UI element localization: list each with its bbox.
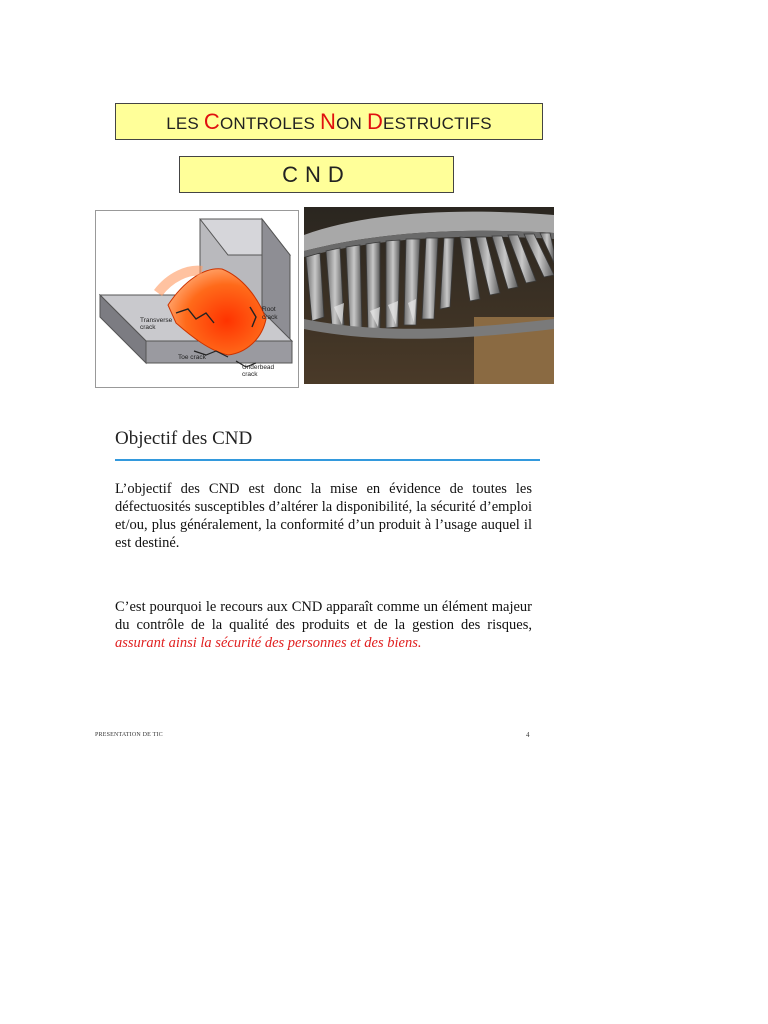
title-part: D bbox=[366, 108, 384, 134]
damaged-turbine-photo bbox=[304, 207, 554, 384]
subtitle-banner bbox=[179, 156, 454, 193]
section-title: Objectif des CND bbox=[115, 428, 253, 449]
importance-paragraph-text: C’est pourquoi le recours aux CND apparaît comme un élément majeur du contrôle de la qualité des produits et de la gestion des risques, bbox=[115, 599, 532, 633]
label-underbead-2: crack bbox=[242, 371, 258, 378]
title-part: ESTRUCTIFS bbox=[383, 113, 492, 133]
page-number: 4 bbox=[526, 731, 530, 739]
title-part: C bbox=[203, 108, 220, 134]
label-transverse-2: crack bbox=[140, 324, 156, 331]
label-root-2: crack bbox=[262, 314, 278, 321]
title-part: N bbox=[320, 108, 337, 134]
label-toe: Toe crack bbox=[178, 354, 206, 361]
label-transverse-1: Transverse bbox=[140, 317, 173, 324]
main-title-text bbox=[166, 109, 492, 135]
title-part: LES bbox=[166, 113, 204, 133]
weld-cracks-illustration bbox=[95, 210, 299, 388]
importance-paragraph-emphasis: assurant ainsi la sécurité des personnes et des biens. bbox=[115, 635, 422, 651]
label-underbead-1: Underbead bbox=[242, 364, 275, 371]
section-divider bbox=[115, 459, 540, 461]
objective-paragraph: L’objectif des CND est donc la mise en évidence de toutes les défectuosités susceptibles d’altérer la disponibilité, la sécurité d’emploi et/ou, plus généralement, la conformité d’un produit à l’usage auquel il est destiné. bbox=[115, 481, 532, 551]
label-root-1: Root bbox=[262, 306, 276, 313]
title-part: ONTROLES bbox=[219, 113, 321, 133]
main-title-banner bbox=[115, 103, 543, 140]
subtitle-text: CND bbox=[282, 161, 351, 187]
title-part: ON bbox=[336, 113, 367, 133]
footer-label: PRESENTATION DE TIC bbox=[95, 732, 163, 738]
importance-paragraph bbox=[115, 598, 532, 652]
